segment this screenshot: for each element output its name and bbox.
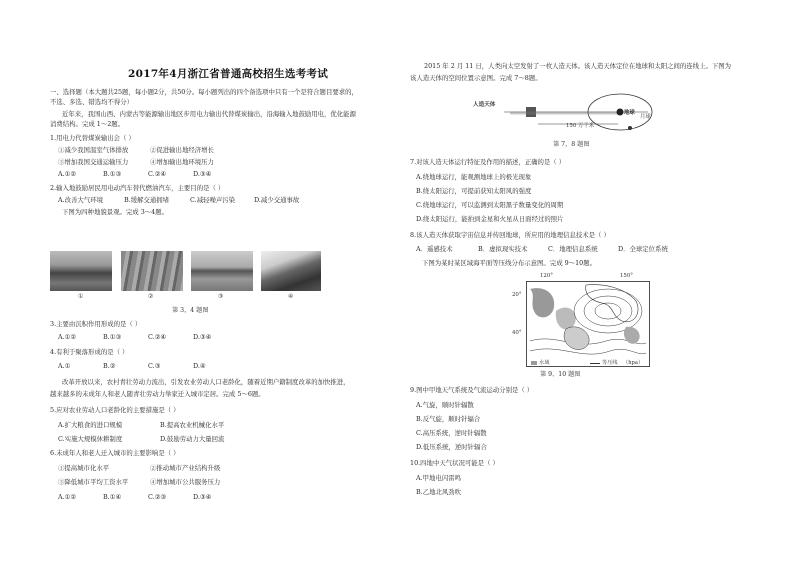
section-heading: 一、选择题（本大题共25题，每小题2分，共50分。每小题列出的四个备选项中只有一个是符合题目要求的， (50, 88, 358, 96)
q5-option-b: B.提高农业机械化水平 (160, 421, 225, 429)
map-longitude-150: 150° (620, 273, 633, 279)
q2-option-b: B.缓解交通拥堵 (124, 196, 170, 204)
q8-option-c: C．地理信息系统 (548, 245, 598, 253)
question-4: 4.有利于聚落形成的是（ ） (50, 348, 129, 356)
q10-option-b: B.乙地北风劲吹 (416, 488, 462, 496)
photo-label-3: ③ (218, 293, 224, 300)
question-5: 5.应对农业劳动人口老龄化的主要措施是（ ） (50, 406, 180, 414)
exam-title: 2017年4月浙江省普通高校招生选考考试 (128, 68, 329, 80)
q7-option-b: B.绕太阳运行，可提前获知太阳风的强度 (416, 187, 532, 195)
q5-option-c: C.实施大规模休耕制度 (58, 435, 123, 443)
landscape-photo-4 (261, 251, 321, 291)
q3-option-b: B.①③ (103, 333, 122, 341)
q6-item-2: ②推动城市产业结构升级 (150, 464, 221, 472)
question-1: 1.用电力代替煤炭输出会（ ） (50, 134, 135, 142)
q3-option-c: C.②④ (148, 333, 167, 341)
question-8: 8.该人造天体获取宇宙信息并传回地球，所应用的地理信息技术是（ ） (410, 231, 610, 239)
q8-option-a: A．遥感技术 (416, 245, 453, 253)
q7-option-a: A.绕地球运行，能观测地球上的极光现象 (416, 173, 532, 181)
q9-option-c: C.高压系统，逆时针辐散 (416, 429, 487, 437)
figure-label-moon: 月球 (640, 114, 651, 120)
q6-option-a: A.①② (58, 493, 77, 501)
q3-option-d: D.③④ (193, 333, 212, 341)
q1-option-a: A.①② (58, 170, 77, 178)
photo-label-4: ④ (288, 293, 294, 300)
q6-option-b: B.①④ (103, 493, 122, 501)
q1-option-b: B.①③ (103, 170, 122, 178)
legend-water-swatch (531, 361, 537, 365)
figure-label-satellite: 人造天体 (473, 102, 496, 108)
intro-q5-6: 改革开放以来，农村青壮劳动力流出，引发农业劳动人口老龄化，随着近期户籍制度改革的加快推进， (62, 378, 350, 386)
q7-option-c: C.绕地球运行，可以监测到太阳黑子数量变化的周期 (416, 201, 564, 209)
q1-item-1: ①减少我国温室气体排放 (58, 146, 129, 154)
landscape-photo-2 (121, 251, 183, 291)
question-3: 3.主要由沉积作用形成的是（ ） (50, 320, 142, 328)
question-9: 9.图中甲地天气系统及气流运动分别是（ ） (410, 386, 534, 394)
map-latitude-20: 20° (512, 292, 522, 298)
question-7: 7.对该人造天体运行特征及作用的描述，正确的是（ ） (410, 158, 566, 166)
q6-option-c: C.②③ (148, 493, 167, 501)
q1-option-d: D.③④ (193, 170, 212, 178)
intro-q9-10: 下图为某时某区域海平面等压线分布示意图。完成 9～10题。 (422, 259, 596, 267)
q5-option-a: A.扩大粮食的进口规模 (58, 421, 123, 429)
q9-option-d: D.低压系统，逆时针辐合 (416, 443, 487, 451)
intro-q5-6-cont: 越来越多的未成年人和老人随青壮劳动力举家迁入城市定居。完成 5～6题。 (50, 390, 265, 398)
figure-label-distance: 150 万千米 (566, 123, 595, 129)
photo-label-1: ① (78, 293, 84, 300)
intro-q7-8: 2015 年 2 月 11 日，人类向太空发射了一枚人造天体。该人造天体定位在地球和太阳之间的连线上。下图为 (424, 62, 732, 70)
intro-q7-8-cont: 该人造天体的空间位置示意图。完成 7～8题。 (410, 74, 542, 82)
q4-option-a: A.① (58, 362, 71, 370)
map-longitude-120: 120° (540, 273, 553, 279)
intro-q1-2: 近年来，我国山西、内蒙古等能源输出地区步用电力输出代替煤炭输出，沿海输入地鼓励用电，优化能源 (62, 110, 356, 118)
landscape-photo-3 (191, 251, 253, 291)
map-caption: 第 9、10 题图 (540, 371, 581, 378)
map-legend-water: 水域 (539, 360, 550, 366)
q10-option-a: A.甲地电闪雷鸣 (416, 474, 461, 482)
q4-option-b: B.② (103, 362, 116, 370)
figure-label-earth: 地球 (624, 110, 635, 116)
photo-caption: 第 3，4 题图 (172, 307, 209, 314)
landscape-photo-1 (50, 251, 112, 291)
map-legend-isobar: 等压线 (602, 360, 618, 366)
q5-option-d: D.鼓励劳动力大量回流 (160, 435, 225, 443)
q6-item-4: ④增加城市公共服务压力 (150, 478, 221, 486)
q1-item-3: ③增加我国交通运输压力 (58, 158, 129, 166)
q1-item-2: ②促进输出地经济增长 (150, 146, 214, 154)
intro-q3-4: 下图为四种地貌景观。完成 3～4题。 (62, 208, 169, 216)
q6-item-3: ③降低城市平均工资水平 (58, 478, 129, 486)
q4-option-c: C.③ (148, 362, 161, 370)
q1-item-4: ④增加输出地环境压力 (150, 158, 214, 166)
q1-option-c: C.②④ (148, 170, 167, 178)
figure-7-8-caption: 第 7，8 题图 (553, 141, 590, 148)
question-2: 2.输入地鼓励居民用电动汽车替代燃油汽车，主要目的是（ ） (50, 184, 225, 192)
section-heading-cont: 不选、多选、错选均不得分） (50, 98, 134, 106)
q3-option-a: A.①② (58, 333, 77, 341)
q2-option-a: A.改善大气环境 (58, 196, 103, 204)
map-legend-unit: （hpa） (623, 360, 644, 366)
q8-option-d: D．全球定位系统 (618, 245, 668, 253)
q6-option-d: D.③④ (193, 493, 212, 501)
q2-option-d: D.减少交通事故 (254, 196, 300, 204)
question-10: 10.四地中天气状况可能是（ ） (410, 459, 499, 467)
q8-option-b: B．虚拟现实技术 (478, 245, 528, 253)
map-latitude-40: 40° (512, 330, 522, 336)
intro-q1-2-cont: 消费结构。完成 1～2题。 (50, 120, 125, 128)
q9-option-b: B.反气旋，顺时针辐合 (416, 415, 481, 423)
q6-item-1: ①提高城市化水平 (58, 464, 110, 472)
photo-label-2: ② (148, 293, 154, 300)
q9-option-a: A.气旋，顺时针辐散 (416, 401, 474, 409)
question-6: 6.未成年人和老人迁入城市的主要影响是（ ） (50, 449, 180, 457)
q7-option-d: D.绕太阳运行，能拍到金星和火星从日面经过的照片 (416, 215, 564, 223)
q4-option-d: D.④ (193, 362, 206, 370)
isobar-map (526, 281, 650, 367)
q2-option-c: C.减轻噪声污染 (190, 196, 236, 204)
legend-isobar-line (590, 363, 600, 364)
